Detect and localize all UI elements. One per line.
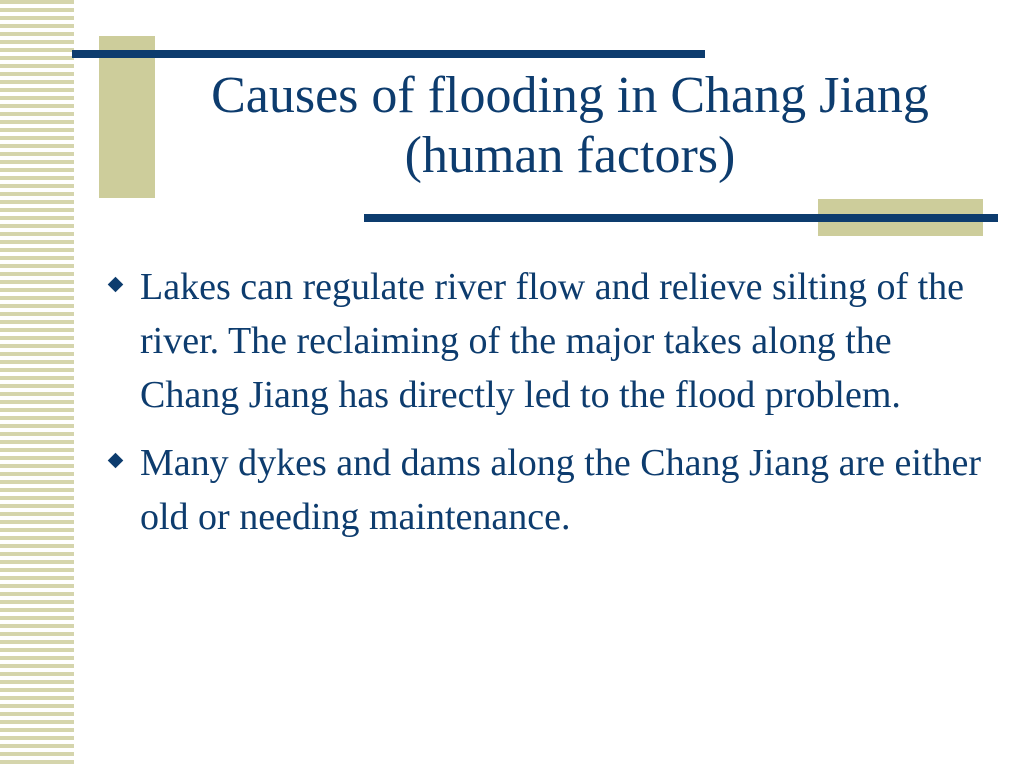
title-rule-bottom xyxy=(364,214,998,222)
diamond-bullet-icon xyxy=(104,436,140,490)
bullet-item xyxy=(104,260,994,422)
bullet-item xyxy=(104,436,994,544)
bullet-text: Lakes can regulate river flow and relieve silting of the river. The reclaiming of the major takes along the Chang Jiang has directly led to the flood problem. xyxy=(140,266,965,416)
accent-block-top xyxy=(99,36,155,198)
diamond-bullet-icon xyxy=(104,260,140,314)
bullet-list xyxy=(104,260,994,558)
bullet-text: Many dykes and dams along the Chang Jiang are either old or needing maintenance. xyxy=(140,442,982,538)
slide-title: Causes of flooding in Chang Jiang (human factors) xyxy=(211,67,929,184)
decorative-stripes xyxy=(0,0,74,768)
title-rule-top xyxy=(72,50,705,58)
